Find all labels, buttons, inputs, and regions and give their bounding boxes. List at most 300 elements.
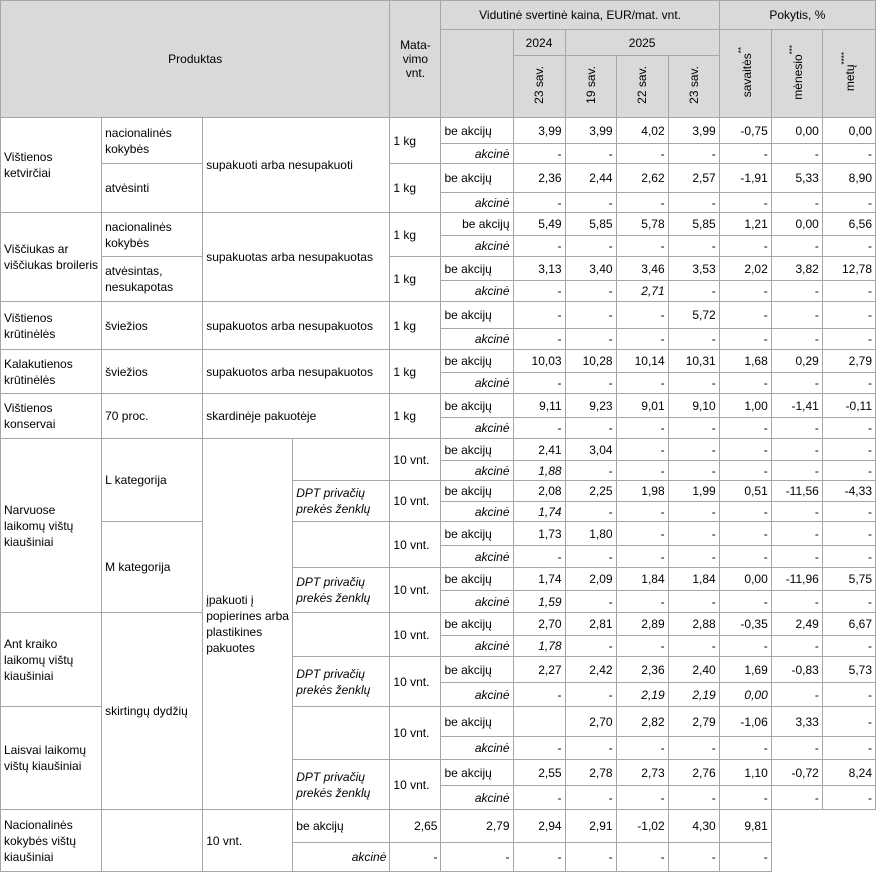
change-week-cell: -	[719, 373, 771, 394]
value-2025-w19-cell: 2,81	[565, 613, 616, 636]
change-year-cell: -	[822, 636, 875, 657]
value-2024-w23-cell: 3,13	[513, 257, 565, 281]
unit-cell: 10 vnt.	[390, 568, 441, 613]
change-year-cell: 5,73	[822, 657, 875, 683]
change-month-cell: -	[771, 144, 822, 164]
change-year-cell: 6,67	[822, 613, 875, 636]
change-month-cell: -	[771, 236, 822, 257]
change-year-cell: -	[822, 302, 875, 329]
table-row	[1, 439, 876, 461]
group-label: Nacionalinės kokybės vištų kiaušiniai	[1, 810, 102, 872]
brand-cell	[293, 522, 390, 568]
change-year-cell: -	[822, 502, 875, 522]
change-month-cell: 0,00	[771, 118, 822, 144]
value-2024-w23-cell: -	[513, 786, 565, 810]
value-2025-w22-cell: 2,73	[616, 760, 668, 786]
subgroup-label: skirtingų dydžių	[102, 613, 203, 810]
value-2025-w19-cell: 5,85	[565, 213, 616, 236]
value-2024-w23-cell: 5,49	[513, 213, 565, 236]
value-2025-w22-cell: -	[616, 439, 668, 461]
value-2025-w23-cell: -	[668, 373, 719, 394]
subgroup-label: M kategorija	[102, 522, 203, 613]
type-cell: akcinė	[441, 636, 513, 657]
change-week-cell: -1,91	[719, 164, 771, 193]
value-2025-w19-cell: -	[565, 302, 616, 329]
table-row	[1, 164, 876, 193]
value-2025-w19-cell: 2,78	[565, 760, 616, 786]
type-cell: akcinė	[441, 546, 513, 568]
type-cell: akcinė	[441, 236, 513, 257]
subgroup-label: nacionalinės kokybės	[102, 213, 203, 257]
type-cell: akcinė	[441, 591, 513, 613]
value-2025-w23-cell: -	[565, 843, 616, 872]
header-week-4	[668, 56, 719, 118]
change-month-cell: -	[668, 843, 719, 872]
change-week-cell: 1,68	[719, 350, 771, 373]
unit-cell: 1 kg	[390, 257, 441, 302]
change-week-cell: -1,06	[719, 707, 771, 737]
group-label: Narvuose laikomų vištų kiaušiniai	[1, 439, 102, 613]
type-cell: be akcijų	[441, 568, 513, 591]
change-year-cell: 8,90	[822, 164, 875, 193]
subgroup-label: atvėsintas, nesukapotas	[102, 257, 203, 302]
change-year-cell: 0,00	[822, 118, 875, 144]
header-week-1	[513, 56, 565, 118]
value-2025-w23-cell: 2,91	[565, 810, 616, 843]
value-2025-w22-cell: 2,82	[616, 707, 668, 737]
value-2024-w23-cell: 1,59	[513, 591, 565, 613]
value-2025-w19-cell: -	[565, 236, 616, 257]
change-year-cell: -	[719, 843, 771, 872]
change-week-cell: 0,51	[719, 481, 771, 502]
change-year-cell: 5,75	[822, 568, 875, 591]
table-row	[1, 613, 876, 636]
change-week-cell: -	[719, 591, 771, 613]
header-price-title: Vidutinė svertinė kaina, EUR/mat. vnt.	[441, 1, 719, 30]
value-2025-w22-cell: -	[616, 591, 668, 613]
value-2025-w22-cell: -	[616, 373, 668, 394]
value-2024-w23-cell: 3,99	[513, 118, 565, 144]
value-2024-w23-cell: -	[513, 373, 565, 394]
change-month-cell: -0,83	[771, 657, 822, 683]
value-2024-w23-cell: -	[390, 843, 441, 872]
value-2025-w23-cell: -	[668, 591, 719, 613]
value-2025-w23-cell: -	[668, 786, 719, 810]
value-2025-w22-cell: -	[616, 461, 668, 481]
value-2025-w19-cell: 10,28	[565, 350, 616, 373]
change-year-cell: -	[822, 546, 875, 568]
change-month-cell: -	[771, 502, 822, 522]
value-2025-w23-cell: 2,40	[668, 657, 719, 683]
type-cell: akcinė	[441, 461, 513, 481]
value-2025-w22-cell: -	[616, 236, 668, 257]
change-month-cell: -	[771, 439, 822, 461]
value-2025-w23-cell: -	[668, 522, 719, 546]
change-week-cell: -	[719, 461, 771, 481]
value-2024-w23-cell: 1,78	[513, 636, 565, 657]
header-week-1-label: 23 sav.	[532, 66, 547, 104]
brand-cell: DPT privačių prekės ženklų	[293, 481, 390, 522]
value-2025-w23-cell: -	[668, 144, 719, 164]
value-2024-w23-cell: -	[513, 683, 565, 707]
change-year-cell: 2,79	[822, 350, 875, 373]
group-label: Ant kraiko laikomų vištų kiaušiniai	[1, 613, 102, 707]
value-2025-w19-cell: -	[441, 843, 513, 872]
value-2025-w23-cell: 2,88	[668, 613, 719, 636]
group-label: Vištienos ketvirčiai	[1, 118, 102, 213]
change-week-cell: -1,02	[616, 810, 668, 843]
group-label: Vištienos krūtinėlės	[1, 302, 102, 350]
value-2025-w19-cell: -	[565, 193, 616, 213]
header-week-3	[616, 56, 668, 118]
change-year-cell: -	[822, 144, 875, 164]
type-cell: be akcijų	[441, 522, 513, 546]
change-month-cell: -	[771, 418, 822, 439]
value-2025-w19-cell: -	[565, 737, 616, 760]
change-year-cell: -	[822, 418, 875, 439]
value-2025-w22-cell: -	[616, 302, 668, 329]
change-month-cell: -	[771, 737, 822, 760]
header-week-4-label: 23 sav.	[686, 66, 701, 104]
header-change-year-label: metų	[843, 64, 858, 92]
change-month-cell: 3,82	[771, 257, 822, 281]
header-change-title: Pokytis, %	[719, 1, 875, 30]
packaging-label: supakuotos arba nesupakuotos	[203, 302, 390, 350]
change-week-cell: -	[719, 193, 771, 213]
value-2025-w22-cell: 2,36	[616, 657, 668, 683]
value-2024-w23-cell: 1,74	[513, 502, 565, 522]
type-cell: akcinė	[441, 683, 513, 707]
value-2025-w22-cell: 3,46	[616, 257, 668, 281]
value-2025-w22-cell: -	[616, 786, 668, 810]
table-row	[1, 118, 876, 144]
packaging-label: įpakuoti į popierines arba plastikines pakuotes	[203, 439, 293, 810]
type-cell: akcinė	[293, 843, 390, 872]
type-cell: be akcijų	[441, 760, 513, 786]
value-2025-w19-cell: -	[565, 329, 616, 350]
packaging-label: supakuotas arba nesupakuotas	[203, 213, 390, 302]
change-year-cell: 12,78	[822, 257, 875, 281]
brand-cell: DPT privačių prekės ženklų	[293, 568, 390, 613]
change-month-cell: -	[771, 546, 822, 568]
unit-cell: 10 vnt.	[203, 810, 293, 872]
value-2024-w23-cell: 2,70	[513, 613, 565, 636]
change-week-cell: -	[719, 737, 771, 760]
value-2024-w23-cell: 10,03	[513, 350, 565, 373]
type-cell: be akcijų	[441, 302, 513, 329]
value-2025-w23-cell: -	[668, 329, 719, 350]
type-cell: akcinė	[441, 418, 513, 439]
unit-cell: 10 vnt.	[390, 657, 441, 707]
unit-cell: 10 vnt.	[390, 522, 441, 568]
change-week-cell: -0,75	[719, 118, 771, 144]
change-week-cell: -	[719, 546, 771, 568]
change-week-cell: 2,02	[719, 257, 771, 281]
value-2025-w22-cell: 2,19	[616, 683, 668, 707]
change-week-cell: -	[719, 418, 771, 439]
value-2025-w22-cell: -	[616, 522, 668, 546]
header-year-2025: 2025	[565, 30, 719, 56]
header-week-2	[565, 56, 616, 118]
unit-cell: 1 kg	[390, 394, 441, 439]
change-week-cell: -	[719, 786, 771, 810]
value-2025-w23-cell: -	[668, 418, 719, 439]
value-2025-w23-cell: 3,99	[668, 118, 719, 144]
subgroup-label: nacionalinės kokybės	[102, 118, 203, 164]
value-2025-w23-cell: -	[668, 461, 719, 481]
header-change-year	[822, 30, 875, 118]
change-week-cell: -	[719, 236, 771, 257]
value-2024-w23-cell: -	[513, 302, 565, 329]
header-year-2024: 2024	[513, 30, 565, 56]
value-2025-w22-cell: 2,94	[513, 810, 565, 843]
change-month-cell: -	[771, 461, 822, 481]
value-2025-w19-cell: 2,70	[565, 707, 616, 737]
brand-cell	[293, 439, 390, 481]
value-2025-w23-cell: -	[668, 281, 719, 302]
value-2025-w19-cell: -	[565, 373, 616, 394]
value-2025-w19-cell: 3,04	[565, 439, 616, 461]
change-year-cell: -	[822, 786, 875, 810]
change-week-cell: 0,00	[719, 683, 771, 707]
change-week-cell: -	[719, 329, 771, 350]
value-2025-w23-cell: -	[668, 439, 719, 461]
value-2025-w23-cell: 3,53	[668, 257, 719, 281]
change-week-cell: -	[719, 281, 771, 302]
value-2025-w19-cell: -	[565, 281, 616, 302]
subgroup-label: L kategorija	[102, 439, 203, 522]
value-2025-w22-cell: 1,98	[616, 481, 668, 502]
value-2025-w23-cell: 2,79	[668, 707, 719, 737]
value-2025-w23-cell: 1,84	[668, 568, 719, 591]
change-week-cell: -	[719, 522, 771, 546]
change-year-cell: -	[822, 461, 875, 481]
change-month-cell: -	[771, 373, 822, 394]
value-2025-w22-cell: 5,78	[616, 213, 668, 236]
header-change-month-mark: ***	[788, 44, 798, 54]
value-2024-w23-cell: 2,65	[390, 810, 441, 843]
type-cell: akcinė	[441, 144, 513, 164]
value-2025-w22-cell: 2,89	[616, 613, 668, 636]
value-2024-w23-cell: 2,27	[513, 657, 565, 683]
value-2025-w23-cell: -	[668, 546, 719, 568]
value-2024-w23-cell: -	[513, 144, 565, 164]
unit-cell: 1 kg	[390, 302, 441, 350]
value-2024-w23-cell: 2,36	[513, 164, 565, 193]
group-label: Viščiukas ar viščiukas broileris	[1, 213, 102, 302]
value-2025-w22-cell: 2,71	[616, 281, 668, 302]
value-2025-w23-cell: 10,31	[668, 350, 719, 373]
change-month-cell: -11,56	[771, 481, 822, 502]
value-2025-w23-cell: 2,57	[668, 164, 719, 193]
change-week-cell: 1,69	[719, 657, 771, 683]
change-week-cell: 1,10	[719, 760, 771, 786]
header-week-3-label: 22 sav.	[635, 66, 650, 104]
type-cell: be akcijų	[293, 810, 390, 843]
unit-cell: 1 kg	[390, 350, 441, 394]
value-2025-w19-cell: -	[565, 636, 616, 657]
type-cell: be akcijų	[441, 257, 513, 281]
header-change-week	[719, 30, 771, 118]
value-2024-w23-cell: -	[513, 329, 565, 350]
value-2025-w22-cell: -	[616, 418, 668, 439]
change-month-cell: -	[771, 522, 822, 546]
packaging-label: skardinėje pakuotėje	[203, 394, 390, 439]
header-produktas: Produktas	[1, 1, 390, 118]
change-year-cell: -	[822, 281, 875, 302]
value-2025-w19-cell: -	[565, 786, 616, 810]
change-month-cell: -	[771, 281, 822, 302]
change-month-cell: -	[771, 683, 822, 707]
change-month-cell: 4,30	[668, 810, 719, 843]
value-2025-w22-cell: -	[616, 636, 668, 657]
value-2025-w23-cell: -	[668, 737, 719, 760]
value-2025-w23-cell: -	[668, 636, 719, 657]
type-cell: akcinė	[441, 281, 513, 302]
brand-cell	[102, 810, 203, 872]
value-2025-w19-cell: -	[565, 683, 616, 707]
value-2025-w22-cell: -	[616, 329, 668, 350]
value-2025-w19-cell: 2,44	[565, 164, 616, 193]
value-2025-w23-cell: 5,72	[668, 302, 719, 329]
value-2025-w23-cell: 5,85	[668, 213, 719, 236]
header-week-2-label: 19 sav.	[583, 66, 598, 104]
type-cell: akcinė	[441, 502, 513, 522]
change-week-cell: -	[719, 439, 771, 461]
value-2025-w19-cell: 2,79	[441, 810, 513, 843]
table-row	[1, 394, 876, 418]
type-cell: be akcijų	[441, 118, 513, 144]
change-year-cell: -	[822, 683, 875, 707]
header-change-year-mark: ****	[840, 52, 850, 65]
header-change-week-mark: **	[736, 46, 746, 54]
change-month-cell: 2,49	[771, 613, 822, 636]
brand-cell	[293, 707, 390, 760]
value-2024-w23-cell: 2,08	[513, 481, 565, 502]
change-year-cell: -	[822, 329, 875, 350]
change-year-cell: 8,24	[822, 760, 875, 786]
value-2024-w23-cell: -	[513, 193, 565, 213]
value-2025-w23-cell: -	[668, 236, 719, 257]
value-2025-w23-cell: -	[668, 193, 719, 213]
value-2024-w23-cell: 1,73	[513, 522, 565, 546]
header-change-month	[771, 30, 822, 118]
value-2025-w19-cell: -	[565, 546, 616, 568]
change-week-cell: -	[719, 144, 771, 164]
type-cell: be akcijų	[441, 164, 513, 193]
header-matavimo: Mata-vimo vnt.	[390, 1, 441, 118]
value-2025-w23-cell: 2,76	[668, 760, 719, 786]
value-2024-w23-cell: -	[513, 236, 565, 257]
value-2025-w22-cell: 10,14	[616, 350, 668, 373]
type-cell: akcinė	[441, 193, 513, 213]
change-year-cell: -	[822, 439, 875, 461]
header-change-month-label: mėnesio	[791, 53, 806, 100]
value-2025-w19-cell: 9,23	[565, 394, 616, 418]
value-2024-w23-cell: 2,55	[513, 760, 565, 786]
value-2025-w23-cell: 9,10	[668, 394, 719, 418]
change-year-cell: -0,11	[822, 394, 875, 418]
change-month-cell: 5,33	[771, 164, 822, 193]
value-2025-w22-cell: 4,02	[616, 118, 668, 144]
value-2024-w23-cell: -	[513, 737, 565, 760]
table-row	[1, 350, 876, 373]
group-label: Kalakutienos krūtinėlės	[1, 350, 102, 394]
packaging-label: supakuotos arba nesupakuotos	[203, 350, 390, 394]
change-year-cell: -	[822, 193, 875, 213]
change-year-cell: -	[822, 707, 875, 737]
change-month-cell: -11,96	[771, 568, 822, 591]
type-cell: akcinė	[441, 373, 513, 394]
group-label: Laisvai laikomų vištų kiaušiniai	[1, 707, 102, 810]
change-month-cell: -0,72	[771, 760, 822, 786]
change-week-cell: -	[719, 636, 771, 657]
value-2025-w19-cell: -	[565, 418, 616, 439]
change-year-cell: -	[822, 522, 875, 546]
value-2024-w23-cell: -	[513, 281, 565, 302]
change-year-cell: -	[822, 373, 875, 394]
change-week-cell: 1,00	[719, 394, 771, 418]
value-2025-w22-cell: -	[616, 546, 668, 568]
change-month-cell: -	[771, 302, 822, 329]
unit-cell: 1 kg	[390, 118, 441, 164]
type-cell: be akcijų	[441, 707, 513, 737]
change-week-cell: -	[719, 502, 771, 522]
value-2025-w19-cell: 3,99	[565, 118, 616, 144]
value-2025-w19-cell: 2,42	[565, 657, 616, 683]
header-type-blank	[441, 30, 513, 118]
subgroup-label: šviežios	[102, 350, 203, 394]
value-2025-w19-cell: 2,25	[565, 481, 616, 502]
value-2025-w22-cell: 9,01	[616, 394, 668, 418]
change-year-cell: 6,56	[822, 213, 875, 236]
type-cell: be akcijų	[441, 394, 513, 418]
change-year-cell: 9,81	[719, 810, 771, 843]
value-2024-w23-cell: 2,41	[513, 439, 565, 461]
value-2025-w22-cell: -	[616, 737, 668, 760]
group-label: Vištienos konservai	[1, 394, 102, 439]
type-cell: akcinė	[441, 329, 513, 350]
unit-cell: 1 kg	[390, 213, 441, 257]
value-2024-w23-cell: -	[513, 418, 565, 439]
change-year-cell: -4,33	[822, 481, 875, 502]
value-2024-w23-cell	[513, 707, 565, 737]
value-2025-w22-cell: 1,84	[616, 568, 668, 591]
type-cell: be akcijų	[441, 439, 513, 461]
value-2025-w22-cell: -	[616, 502, 668, 522]
unit-cell: 10 vnt.	[390, 760, 441, 810]
value-2025-w23-cell: 1,99	[668, 481, 719, 502]
change-month-cell: 0,29	[771, 350, 822, 373]
change-week-cell: -	[616, 843, 668, 872]
type-cell: akcinė	[441, 737, 513, 760]
type-cell: be akcijų	[441, 613, 513, 636]
value-2025-w19-cell: -	[565, 461, 616, 481]
type-cell: be akcijų	[441, 481, 513, 502]
value-2025-w19-cell: 3,40	[565, 257, 616, 281]
brand-cell: DPT privačių prekės ženklų	[293, 760, 390, 810]
subgroup-label: 70 proc.	[102, 394, 203, 439]
change-month-cell: -	[771, 193, 822, 213]
type-cell: akcinė	[441, 786, 513, 810]
table-row	[1, 810, 876, 843]
value-2025-w19-cell: 2,09	[565, 568, 616, 591]
change-week-cell: 1,21	[719, 213, 771, 236]
table-row	[1, 522, 876, 546]
change-month-cell: 3,33	[771, 707, 822, 737]
header-change-week-label: savaitės	[739, 53, 754, 98]
value-2025-w19-cell: -	[565, 502, 616, 522]
